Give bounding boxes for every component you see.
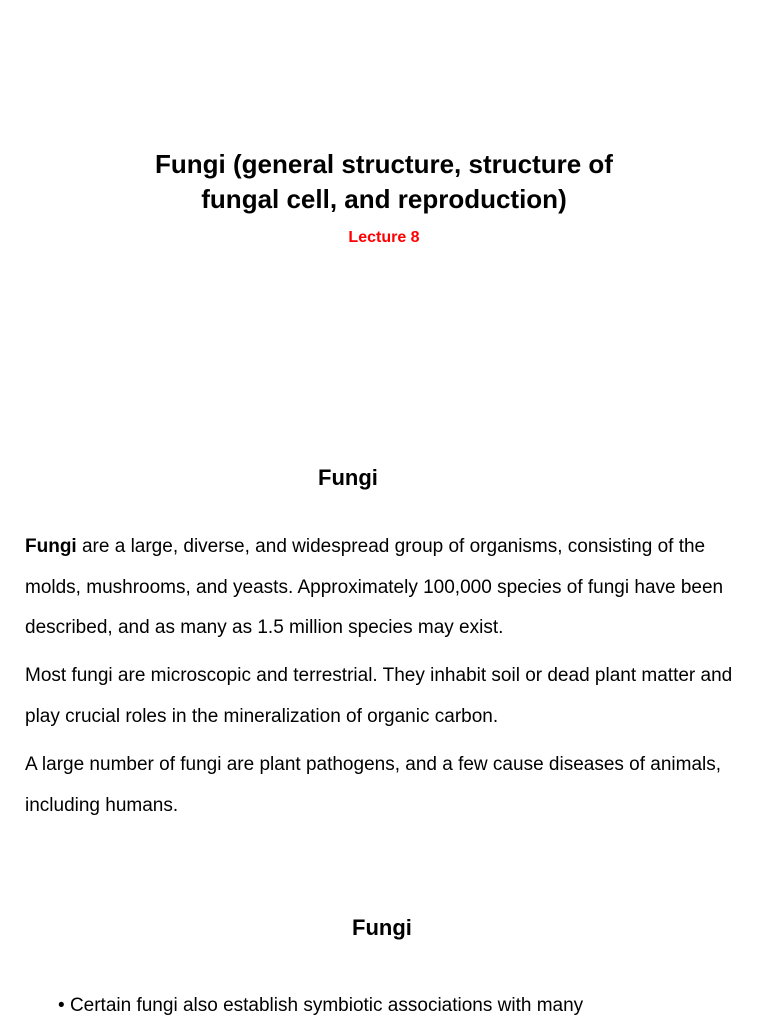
bullet-marker: • (58, 995, 65, 1016)
title-line-2: fungal cell, and reproduction) (201, 184, 567, 214)
bullet-text: Certain fungi also establish symbiotic associations with many (69, 995, 584, 1016)
section-heading-fungi: Fungi (318, 465, 378, 490)
paragraph-definition (25, 527, 755, 649)
section-heading-fungi-2: Fungi (352, 915, 412, 940)
bullet-item (58, 993, 758, 1019)
paragraph-pathogens: A large number of fungi are plant pathogens, and a few cause diseases of animals, including humans. (25, 754, 722, 816)
paragraph-habitat: Most fungi are microscopic and terrestrial. They inhabit soil or dead plant matter and play crucial roles in the mineralization of organic carbon. (25, 665, 733, 727)
term-fungi: Fungi (25, 536, 77, 557)
document-title (0, 147, 768, 217)
lecture-label: Lecture 8 (348, 229, 420, 246)
paragraph-definition-text: are a large, diverse, and widespread group of organisms, consisting of the molds, mushrooms, and yeasts. Approximately 100,000 species of fungi have been described, and as many as 1.5 million species may exist. (25, 536, 724, 638)
title-line-1: Fungi (general structure, structure of (155, 149, 613, 179)
